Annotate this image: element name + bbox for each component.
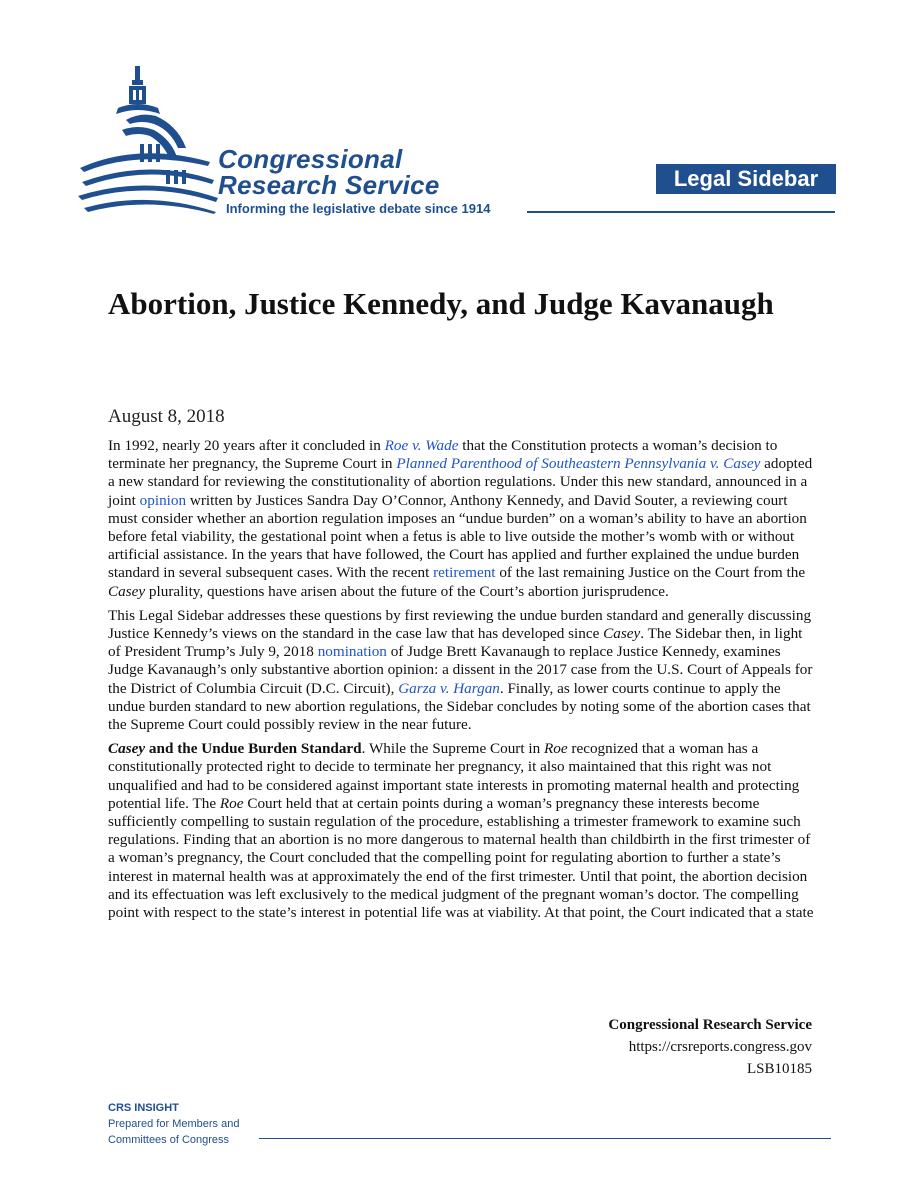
footer-org-name: Congressional Research Service xyxy=(608,1017,812,1033)
document-date: August 8, 2018 xyxy=(108,406,225,427)
p1-text-5: of the last remaining Justice on the Court from the xyxy=(495,564,806,582)
insight-rule xyxy=(259,1138,831,1139)
paragraph-1 xyxy=(108,437,814,601)
casey-link[interactable]: Planned Parenthood of Southeastern Pennsylvania v. Casey xyxy=(396,455,761,473)
p2-text-3: of Judge Brett Kavanaugh to replace Justice Kennedy, examines Judge Kavanaugh’s only substantive abortion opinion: a dissent in the 2017 case from the U.S. Court of Appeals for the District of Columbia Circuit (D.C. Circuit), xyxy=(108,643,813,697)
crs-insight-block xyxy=(108,1100,239,1148)
p1-text-6: plurality, questions have arisen about the future of the Court’s abortion jurisprudence. xyxy=(145,582,669,600)
footer-url[interactable]: https://crsreports.congress.gov xyxy=(628,1039,812,1055)
garza-v-hargan-link[interactable]: Garza v. Hargan xyxy=(398,679,500,697)
roe-v-wade-link[interactable]: Roe v. Wade xyxy=(384,437,459,454)
p3-roe-italic-2: Roe xyxy=(219,794,244,812)
retirement-link[interactable]: retirement xyxy=(433,564,496,582)
nomination-link[interactable]: nomination xyxy=(317,643,387,661)
crs-insight-line-1: Prepared for Members and xyxy=(108,1118,240,1130)
org-name xyxy=(218,146,440,198)
capitol-dome-icon xyxy=(78,64,218,214)
paragraph-2 xyxy=(108,607,814,734)
footer-report-code: LSB10185 xyxy=(746,1061,812,1077)
p3-text-3: Court held that at certain points during a woman’s pregnancy these interests become sufficiently compelling to sustain regulation of the procedure, establishing a trimester framework to examine such regulations. Finding that an abortion is no more dangerous to maternal health than childbirth in the first trimester of a woman’s pregnancy, the Court concluded that the compelling point for regulating abortion to further a state’s interest in maternal health was at approximately the end of the first trimester. Until that point, the abortion decision and its effectuation was left exclusively to the medical judgment of the pregnant woman’s doctor. The compelling point with respect to the state’s interest in potential life was at viability. At that point, the Court indicated that a state xyxy=(108,794,814,922)
opinion-link[interactable]: opinion xyxy=(139,491,187,509)
p1-text-2: that the Constitution protects a woman’s decision to terminate her pregnancy, the Supreme Court in xyxy=(108,437,778,473)
legal-sidebar-badge: Legal Sidebar xyxy=(656,164,836,194)
crs-insight-line-2: Committees of Congress xyxy=(108,1134,230,1146)
crs-insight-title: CRS INSIGHT xyxy=(108,1102,179,1114)
p1-text-3: adopted a new standard for reviewing the constitutionality of abortion regulations. Under this new standard, announced in a joint xyxy=(108,455,813,509)
p3-text-1: . While the Supreme Court in xyxy=(361,740,544,758)
document-title: Abortion, Justice Kennedy, and Judge Kavanaugh xyxy=(108,286,774,321)
p1-text-4: written by Justices Sandra Day O’Connor, Anthony Kennedy, and David Souter, a reviewing court must consider whether an abortion regulation imposes an “undue burden” on a woman’s ability to have an abortion before fetal viability, the gestational point when a fetus is able to live outside the mother’s womb with or without artificial assistance. In the years that have followed, the Court has applied and further explained the undue burden standard in several subsequent cases. With the recent xyxy=(108,491,807,582)
p2-casey-italic: Casey xyxy=(603,625,641,643)
p2-text-4: . Finally, as lower courts continue to apply the undue burden standard to new abortion regulations, the Sidebar concludes by noting some of the abortion cases that the Supreme Court could possibly review in the near future. xyxy=(108,679,811,734)
tagline-rule xyxy=(527,211,835,213)
paragraph-3 xyxy=(108,740,814,922)
p1-casey-italic: Casey xyxy=(108,582,146,600)
org-tagline: Informing the legislative debate since 1914 xyxy=(226,201,491,216)
org-name-line-1: Congressional xyxy=(218,144,403,174)
section-heading-casey: Casey xyxy=(108,740,146,758)
p1-text-1: In 1992, nearly 20 years after it concluded in xyxy=(108,437,385,454)
org-name-line-2: Research Service xyxy=(218,170,440,200)
report-header xyxy=(0,0,920,230)
p2-text-2: . The Sidebar then, in light of President Trump’s July 9, 2018 xyxy=(108,625,803,661)
footer-info xyxy=(608,1014,812,1080)
document-body xyxy=(108,437,814,928)
p2-text-1: This Legal Sidebar addresses these questions by first reviewing the undue burden standard and generally discussing Justice Kennedy’s views on the standard in the case law that has developed since xyxy=(108,606,812,643)
p3-text-2: recognized that a woman has a constitutionally protected right to decide to terminate her pregnancy, it also maintained that this right was not unqualified and had to be considered against important state interests in promoting maternal health and protecting potential life. The xyxy=(108,740,800,812)
section-heading-rest: and the Undue Burden Standard xyxy=(145,740,362,758)
p3-roe-italic-1: Roe xyxy=(544,740,568,758)
